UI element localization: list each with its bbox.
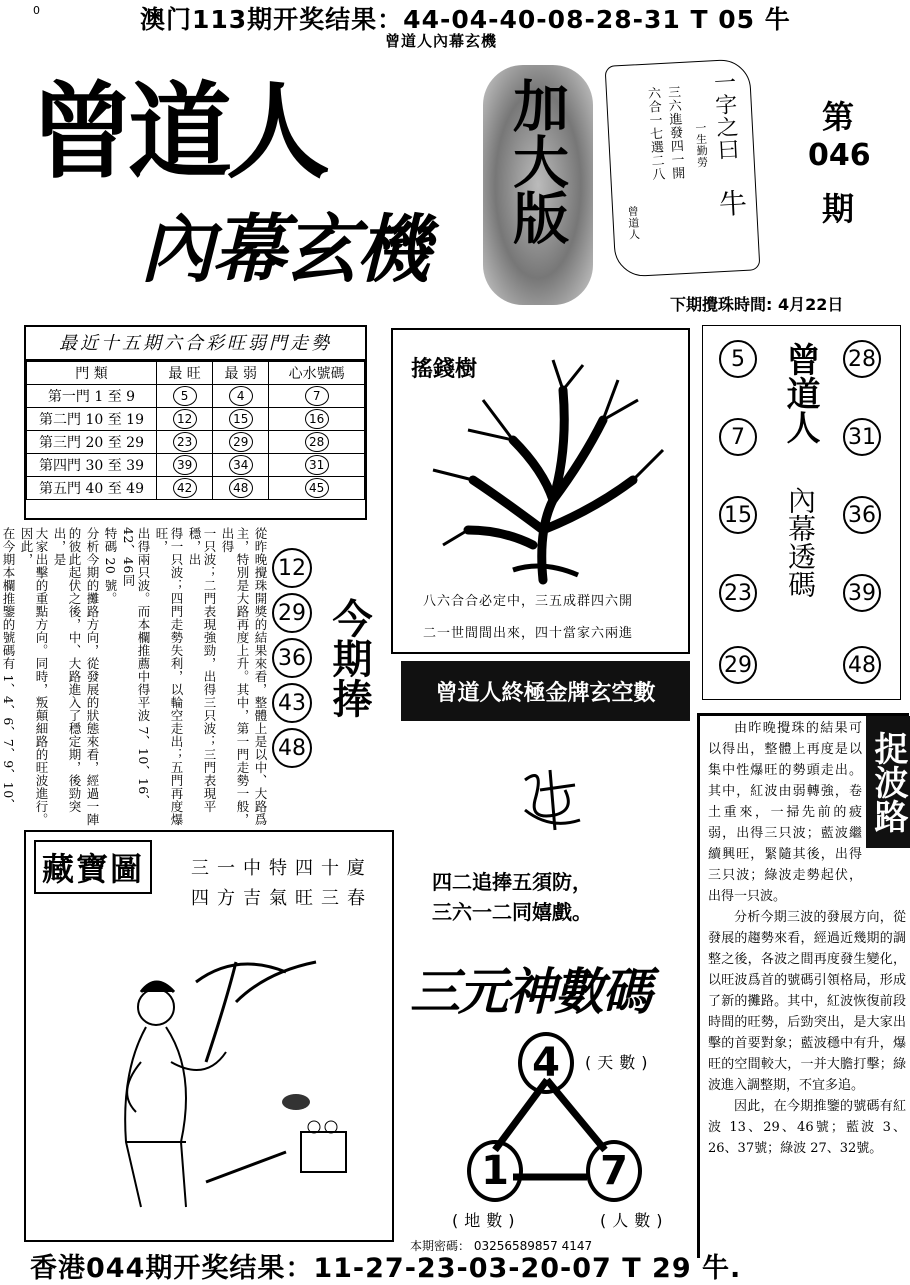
wave-para-1: 由昨晚攪珠的結果可以得出，整體上再度是以集中性爆旺的勢頭走出。其中，紅波由弱轉強，卷土重來，一掃先前的疲弱，出得三只波；藍波繼續興旺，緊隨其後，出得三只波；綠波走勢起伏，出得一只波。	[708, 721, 862, 904]
pick-number: 16	[305, 409, 329, 429]
left-number: 5	[719, 340, 757, 378]
money-tree-box	[391, 328, 690, 654]
cold-number: 34	[229, 455, 253, 475]
this-issue-number: 29	[272, 593, 312, 633]
trend-table-title: 最近十五期六合彩旺弱門走勢	[26, 327, 365, 361]
scroll-line1: 三六進發四一開	[664, 85, 685, 181]
issue-number: 046	[808, 138, 871, 173]
next-draw-time: 下期攪珠時間: 4月22日	[670, 295, 844, 314]
trend-cell	[269, 408, 365, 431]
wave-para-3: 因此，在今期推鑒的號碼有紅波 13、29、46號；藍波 3、26、37號；綠波 27、32號。	[708, 1099, 906, 1156]
row-label: 第一門 1 至 9	[47, 389, 136, 405]
scroll-heading: 一字之曰	[709, 70, 740, 162]
this-issue-numbers	[272, 548, 316, 768]
this-issue-label: 今期捧	[326, 598, 373, 718]
right-number: 48	[843, 646, 881, 684]
pick-number: 7	[305, 386, 329, 406]
triangle-left-number: 1	[467, 1140, 523, 1202]
cold-number: 15	[229, 409, 253, 429]
money-tree-poem-1: 八六合合必定中，三五成群四六開	[423, 594, 634, 609]
triangle-left-label: (地數)	[452, 1211, 521, 1230]
hk-result-banner: 香港044期开奖结果：11-27-23-03-20-07 T 29 牛.	[30, 1253, 742, 1284]
trend-cell	[213, 385, 269, 408]
money-tree-poem-2: 二一世間間出來，四十當家六兩進	[423, 626, 634, 641]
macau-result-banner: 澳门113期开奖结果：44-04-40-08-28-31 T 05 牛	[140, 5, 791, 34]
right-number: 36	[843, 496, 881, 534]
hot-number: 42	[173, 478, 197, 498]
hot-number: 39	[173, 455, 197, 475]
analysis-col: 得一只波；四門走勢失利，以輪空走出；五門再度爆旺，	[154, 527, 184, 826]
trend-table-row	[27, 431, 365, 454]
this-issue-number: 43	[272, 683, 312, 723]
pick-number: 45	[305, 478, 329, 498]
secret-code: 本期密碼： 03256589857 4147	[410, 1239, 593, 1253]
trend-cell	[27, 477, 157, 500]
hot-number: 12	[173, 409, 197, 429]
triangle-right-number: 7	[586, 1140, 642, 1202]
trend-cell	[213, 454, 269, 477]
scroll-signature: 曾道人	[625, 205, 641, 241]
triangle-title: 三元神數碼	[410, 963, 650, 1021]
analysis-col: 大家出擊的重點方向。同時，叛顛細路的旺波進行。因此，	[19, 527, 49, 826]
header-subtitle: 曾道人內幕玄機	[385, 32, 498, 50]
trend-table-row	[27, 477, 365, 500]
trend-cell	[157, 477, 213, 500]
trend-table-box	[24, 325, 367, 520]
trend-cell	[27, 408, 157, 431]
wave-para-2: 分析今期三波的發展方向，從發展的趨勢來看，經過近幾期的調整之後，各波之間再度發生變化，以旺波爲首的號碼引領格局，形成了新的攤路。其中，紅波恢復前段時間的旺勢，后勁突出，是大家出擊的首要對象；藍波穩中有升，爆旺的空間較大，一并大膽打擊；綠波進入調整期，不宜多追。	[708, 910, 906, 1093]
col-header-category: 門 類	[27, 362, 157, 385]
signature-mark	[505, 760, 595, 840]
triangle-right-label: (人數)	[600, 1211, 669, 1230]
treasure-illustration	[86, 942, 376, 1232]
left-number: 7	[719, 418, 757, 456]
right-number: 39	[843, 574, 881, 612]
analysis-col: 一只波；二門表現強勁，出得三只波；三門表現平穩，出	[187, 527, 217, 813]
trend-cell	[27, 454, 157, 477]
corner-mark: 0	[33, 4, 40, 17]
treasure-poem-1: 三一中特四十廈	[191, 858, 373, 879]
hot-number: 23	[173, 432, 197, 452]
enlarged-edition-stamp	[483, 65, 593, 305]
analysis-text	[1, 527, 268, 827]
wave-route-box	[697, 713, 909, 1258]
right-number: 28	[843, 340, 881, 378]
analysis-col: 在今期本欄推鑒的號碼有 1、4、6、7、9、10、	[1, 527, 16, 812]
cold-number: 29	[229, 432, 253, 452]
cold-number: 4	[229, 386, 253, 406]
analysis-col: 從昨晚攪珠開獎的結果來看，整體上是以中、大路爲	[253, 527, 268, 826]
pick-number: 31	[305, 455, 329, 475]
row-label: 第五門 40 至 49	[39, 481, 144, 497]
trend-cell	[157, 454, 213, 477]
treasure-map-box	[24, 830, 394, 1242]
trend-table-row	[27, 385, 365, 408]
col-header-hot: 最 旺	[157, 362, 213, 385]
treasure-poem-2: 四方吉氣旺三春	[191, 888, 373, 909]
trend-cell	[269, 477, 365, 500]
issue-suffix: 期	[822, 190, 855, 228]
this-issue-number: 48	[272, 728, 312, 768]
pick-number: 28	[305, 432, 329, 452]
golden-card-poem-1: 四二追捧五須防，	[432, 870, 592, 894]
left-number: 23	[719, 574, 757, 612]
col-header-pick: 心水號碼	[269, 362, 365, 385]
trend-cell	[157, 385, 213, 408]
col-header-cold: 最 弱	[213, 362, 269, 385]
analysis-col: 分析今期的攤路方向，從發展的狀態來看，經過一陣	[85, 527, 100, 826]
row-label: 第三門 20 至 29	[39, 435, 144, 451]
this-issue-number: 12	[272, 548, 312, 588]
golden-card-banner	[401, 661, 690, 721]
scroll-zodiac: 牛	[718, 186, 748, 222]
trend-cell	[269, 385, 365, 408]
right-number: 31	[843, 418, 881, 456]
analysis-col: 特碼 20 號。	[103, 527, 118, 605]
wave-route-title-text: 捉波路	[868, 731, 908, 833]
cold-number: 48	[229, 478, 253, 498]
scroll-line2: 六合一七選二八	[644, 86, 665, 182]
verse-scroll	[605, 58, 761, 277]
trend-table	[26, 361, 365, 500]
trend-cell	[157, 431, 213, 454]
masthead-title: 曾道人	[30, 70, 325, 193]
row-label: 第二門 10 至 19	[39, 412, 144, 428]
issue-prefix: 第	[822, 98, 855, 136]
this-issue-number: 36	[272, 638, 312, 678]
trend-cell	[269, 454, 365, 477]
row-label: 第四門 30 至 39	[39, 458, 144, 474]
money-tree-illustration	[393, 330, 692, 590]
inside-code-title-top: 曾道人	[780, 342, 820, 444]
trend-table-row	[27, 408, 365, 431]
golden-card-poem-2: 三六一二同嬉戲。	[432, 900, 592, 924]
triangle-top-number: 4	[518, 1032, 574, 1094]
trend-cell	[27, 431, 157, 454]
analysis-col: 出得兩只波。而本欄推薦中得平波 7、10、16、42、46同	[121, 527, 151, 808]
left-number: 15	[719, 496, 757, 534]
triangle-top-label: (天數)	[585, 1053, 654, 1072]
treasure-map-title: 藏寶圖	[34, 840, 152, 894]
trend-cell	[27, 385, 157, 408]
trend-cell	[157, 408, 213, 431]
trend-cell	[213, 431, 269, 454]
trend-table-row	[27, 454, 365, 477]
money-tree-title: 搖錢樹	[411, 356, 478, 382]
golden-card-title: 曾道人終極金牌玄空數	[435, 679, 656, 706]
scroll-side: 一生勤勞	[693, 121, 710, 169]
analysis-col: 的彼此起伏之後，中、大路進入了穩定期，後勁突出，是	[52, 527, 82, 813]
inside-code-box	[702, 325, 901, 700]
masthead-subtitle: 內幕玄機	[140, 207, 428, 293]
wave-route-text	[708, 718, 906, 1159]
analysis-col: 主，特別是大路再度上升。其中，第一門走勢一般，出得	[220, 527, 250, 826]
left-number: 29	[719, 646, 757, 684]
trend-cell	[213, 477, 269, 500]
stamp-text: 加大版	[504, 77, 570, 245]
trend-cell	[213, 408, 269, 431]
hot-number: 5	[173, 386, 197, 406]
inside-code-title-bottom: 內幕透碼	[784, 486, 817, 598]
trend-cell	[269, 431, 365, 454]
